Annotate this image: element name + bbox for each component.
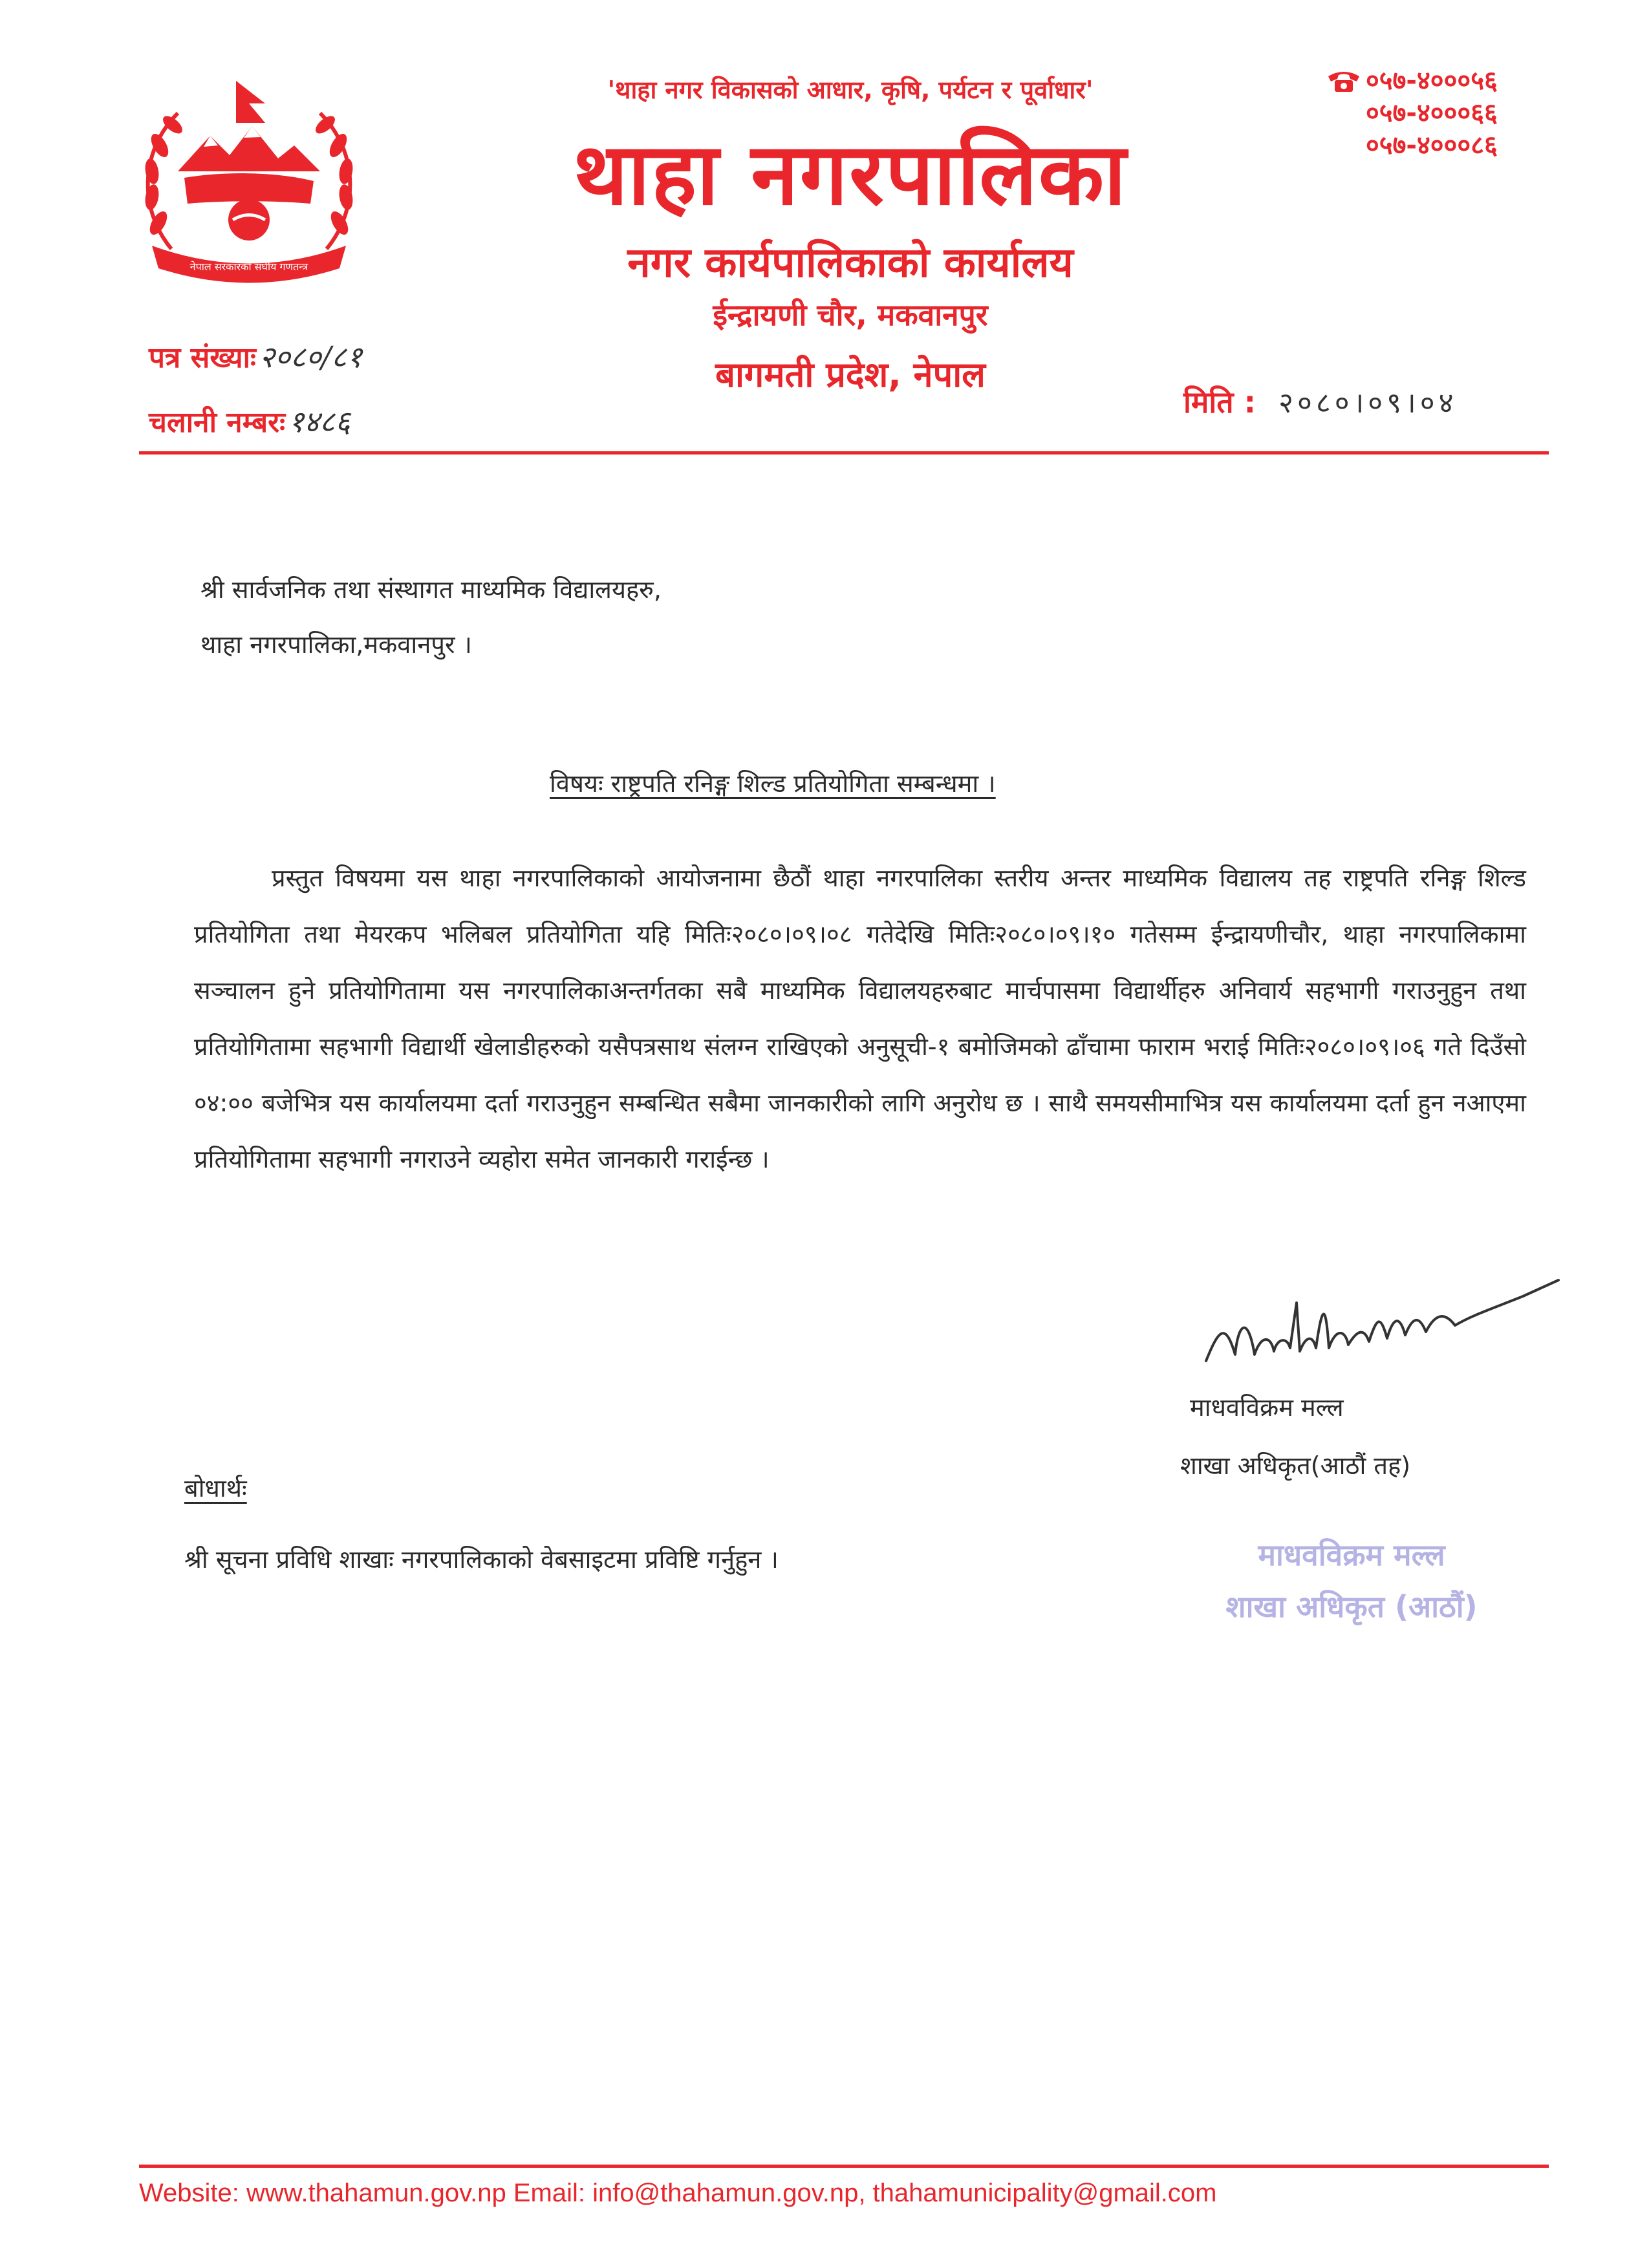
phone-number-2: ०५७-४०००६६ (1366, 98, 1498, 128)
body-paragraph: प्रस्तुत विषयमा यस थाहा नगरपालिकाको आयोजनामा छैठौं थाहा नगरपालिका स्तरीय अन्तर माध्यमिक विद्यालय तह राष्ट्रपति रनिङ्ग शिल्ड प्रतियोगिता तथा मेयरकप भलिबल प्रतियोगिता यहि मितिः२०८०।०९।०८ गतेदेखि मितिः२०८०।०९।१० गतेसम्म ईन्द्रायणीचौर, थाहा नगरपालिकामा सञ्चालन हुने प्रतियोगितामा यस नगरपालिकाअन्तर्गतका सबै माध्यमिक विद्यालयहरुबाट मार्चपासमा विद्यार्थीहरु अनिवार्य सहभागी गराउनुहुन तथा प्रतियोगितामा सहभागी विद्यार्थी खेलाडीहरुको यसैपत्रसाथ संलग्न राखिएको अनुसूची-१ बमोजिमको ढाँचामा फाराम भराई मितिः२०८०।०९।०६ गते दिउँसो ०४:०० बजेभित्र यस कार्यालयमा दर्ता गराउनुहुन सम्बन्धित सबैमा जानकारीको लागि अनुरोध छ । साथै समयसीमाभित्र यस कार्यालयमा दर्ता हुन नआएमा प्रतियोगितामा सहभागी नगराउने व्यहोरा समेत जानकारी गराईन्छ । (194, 864, 1526, 1173)
date-value: २०८०।०९।०४ (1278, 387, 1458, 420)
recipient-line-1: श्री सार्वजनिक तथा संस्थागत माध्यमिक विद्यालयहरु, (200, 575, 662, 604)
municipality-title: थाहा नगरपालिका (573, 125, 1128, 224)
patra-sankhya-label: पत्र संख्याः (149, 341, 256, 374)
stamp-line-1: माधवविक्रम मल्ल (1258, 1537, 1445, 1572)
patra-sankhya-value: २०८०/८१ (259, 339, 363, 374)
signatory-name: माधवविक्रम मल्ल (1190, 1393, 1344, 1422)
phone-numbers (1326, 65, 1571, 162)
chalani-number (149, 401, 350, 441)
bodharth-label: बोधार्थः (184, 1474, 247, 1503)
bodharth-line: श्री सूचना प्रविधि शाखाः नगरपालिकाको वेबसाइटमा प्रविष्टि गर्नुहुन । (184, 1545, 779, 1574)
phone-row-2 (1326, 97, 1571, 129)
telephone-icon (1326, 69, 1362, 93)
phone-row-3 (1326, 129, 1571, 162)
header-divider (139, 451, 1549, 455)
letterhead-slogan: 'थाहा नगर विकासको आधार, कृषि, पर्यटन र पूर्वाधार' (607, 76, 1094, 104)
emblem-ribbon-text: नेपाल सरकारको संघीय गणतन्त्र (189, 261, 308, 273)
date-label: मिति : (1183, 385, 1256, 420)
chalani-number-value: १४८६ (288, 404, 350, 439)
recipient-line-2: थाहा नगरपालिका,मकवानपुर । (200, 630, 472, 659)
nepal-emblem-icon (133, 74, 365, 297)
stamp-line-2: शाखा अधिकृत (आठौं) (1225, 1589, 1478, 1624)
address-line-1: ईन्द्रायणी चौर, मकवानपुर (713, 297, 988, 332)
chalani-number-label: चलानी नम्बरः (149, 406, 286, 439)
letter-subject: विषयः राष्ट्रपति रनिङ्ग शिल्ड प्रतियोगिता सम्बन्धमा । (550, 769, 996, 798)
handwritten-signature (1200, 1264, 1562, 1380)
official-stamp (1183, 1529, 1520, 1632)
footer-contact: Website: www.thahamun.gov.np Email: info@thahamun.gov.np, thahamunicipality@gmail.com (139, 2179, 1217, 2207)
footer-divider (139, 2165, 1549, 2168)
phone-row-1 (1326, 65, 1571, 97)
signatory-post: शाखा अधिकृत(आठौं तह) (1180, 1451, 1411, 1480)
office-subtitle: नगर कार्यपालिकाको कार्यालय (627, 239, 1073, 287)
phone-number-3: ०५७-४०००८६ (1366, 131, 1498, 160)
address-line-2: बागमती प्रदेश, नेपाल (715, 354, 986, 395)
letter-date (1183, 381, 1457, 422)
phone-number-1: ०५७-४०००५६ (1366, 66, 1498, 96)
patra-sankhya (149, 336, 362, 376)
